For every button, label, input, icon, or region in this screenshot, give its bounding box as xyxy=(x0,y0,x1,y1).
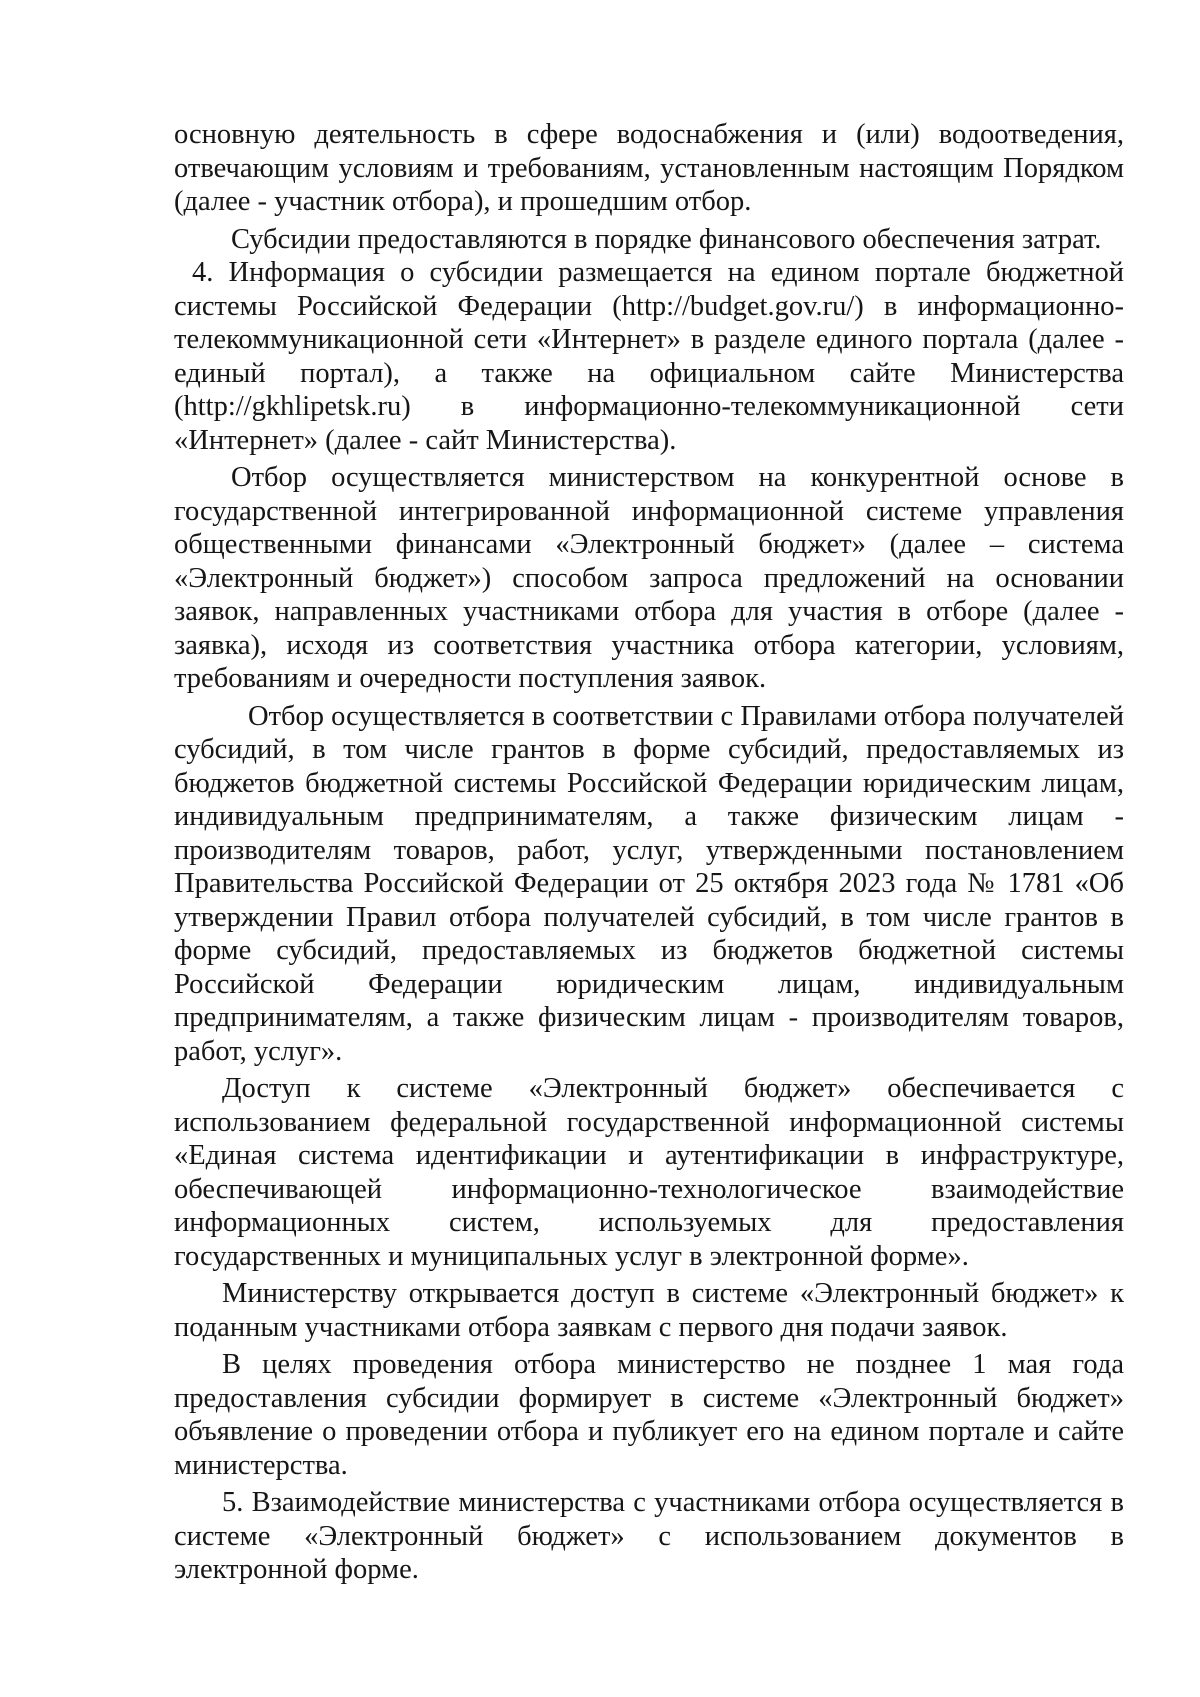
paragraph-section-5-interaction: 5. Взаимодействие министерства с участниками отбора осуществляется в системе «Электронный бюджет» с использованием документов в электронной форме. xyxy=(174,1487,1124,1585)
paragraph-section-4-info: 4. Информация о субсидии размещается на едином портале бюджетной системы Российской Федерации (http://budget.gov.ru/) в информационно-телекоммуникационной сети «Интернет» в разделе единого портала (далее - единый портал), а также на официальном сайте Министерства (http://gkhlipetsk.ru) в информационно-телекоммуникационной сети «Интернет» (далее - сайт Министерства). xyxy=(174,257,1124,456)
paragraph-eligibility: основную деятельность в сфере водоснабжения и (или) водоотведения, отвечающим условиям и требованиям, установленным настоящим Порядком (далее - участник отбора), и прошедшим отбор. xyxy=(174,119,1124,217)
paragraph-selection-method: Отбор осуществляется министерством на конкурентной основе в государственной интегрированной информационной системе управления общественными финансами «Электронный бюджет» (далее – система «Электронный бюджет») способом запроса предложений на основании заявок, направленных участниками отбора для участия в отборе (далее - заявка), исходя из соответствия участника отбора категории, условиям, требованиям и очередности поступления заявок. xyxy=(174,462,1124,694)
paragraph-system-access: Доступ к системе «Электронный бюджет» обеспечивается с использованием федеральной государственной информационной системы «Единая система идентификации и аутентификации в инфраструктуре, обеспечивающей информационно-технологическое взаимодействие информационных систем, используемых для предоставления государственных и муниципальных услуг в электронной форме». xyxy=(174,1073,1124,1272)
paragraph-ministry-access: Министерству открывается доступ в системе «Электронный бюджет» к поданным участниками отбора заявкам с первого дня подачи заявок. xyxy=(174,1278,1124,1343)
paragraph-financing: Субсидии предоставляются в порядке финансового обеспечения затрат. xyxy=(231,223,1102,255)
paragraph-announcement: В целях проведения отбора министерство не позднее 1 мая года предоставления субсидии формирует в системе «Электронный бюджет» объявление о проведении отбора и публикует его на едином портале и сайте министерства. xyxy=(174,1349,1124,1481)
paragraph-selection-rules: Отбор осуществляется в соответствии с Правилами отбора получателей субсидий, в том числе грантов в форме субсидий, предоставляемых из бюджетов бюджетной системы Российской Федерации юридическим лицам, индивидуальным предпринимателям, а также физическим лицам - производителям товаров, работ, услуг, утвержденными постановлением Правительства Российской Федерации от 25 октября 2023 года № 1781 «Об утверждении Правил отбора получателей субсидий, в том числе грантов в форме субсидий, предоставляемых из бюджетов бюджетной системы Российской Федерации юридическим лицам, индивидуальным предпринимателям, а также физическим лицам - производителям товаров, работ, услуг». xyxy=(174,700,1124,1067)
document-page xyxy=(174,118,1124,1587)
